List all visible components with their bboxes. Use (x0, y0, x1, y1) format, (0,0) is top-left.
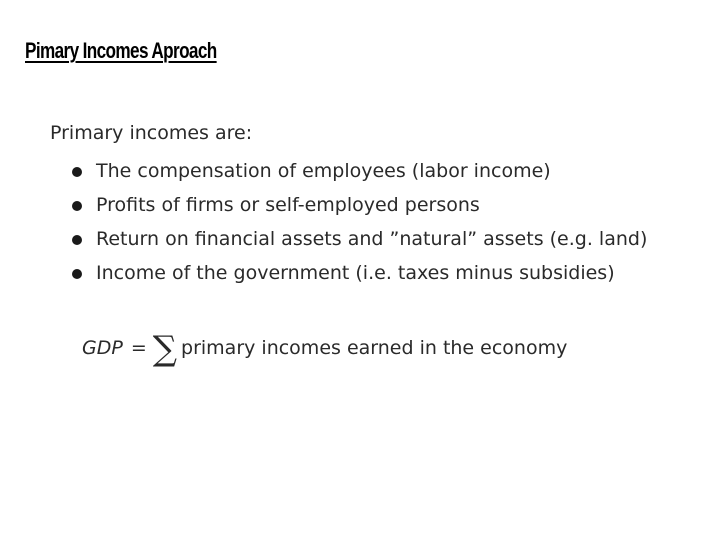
summation-icon: ∑ (152, 329, 178, 369)
bullet-item (70, 190, 647, 224)
bullet-item (70, 156, 647, 190)
bullet-text: Income of the government (i.e. taxes minus subsidies) (96, 262, 615, 284)
bullet-text: Return on financial assets and ”natural” assets (e.g. land) (96, 228, 648, 250)
bullet-item (70, 258, 647, 292)
bullet-dot-icon (72, 235, 82, 245)
bullet-dot-icon (72, 269, 82, 279)
equation-lhs: GDP (82, 337, 123, 359)
bullet-list (70, 156, 647, 292)
gdp-equation (82, 326, 567, 370)
intro-text: Primary incomes are: (50, 122, 253, 144)
bullet-text: The compensation of employees (labor income) (96, 160, 551, 182)
bullet-dot-icon (72, 201, 82, 211)
equation-equals: = (130, 337, 147, 359)
bullet-dot-icon (72, 167, 82, 177)
bullet-item (70, 224, 647, 258)
slide-title: Pimary Incomes Aproach (25, 38, 217, 63)
bullet-text: Profits of firms or self-employed persons (96, 194, 480, 216)
equation-rhs: primary incomes earned in the economy (181, 337, 568, 359)
